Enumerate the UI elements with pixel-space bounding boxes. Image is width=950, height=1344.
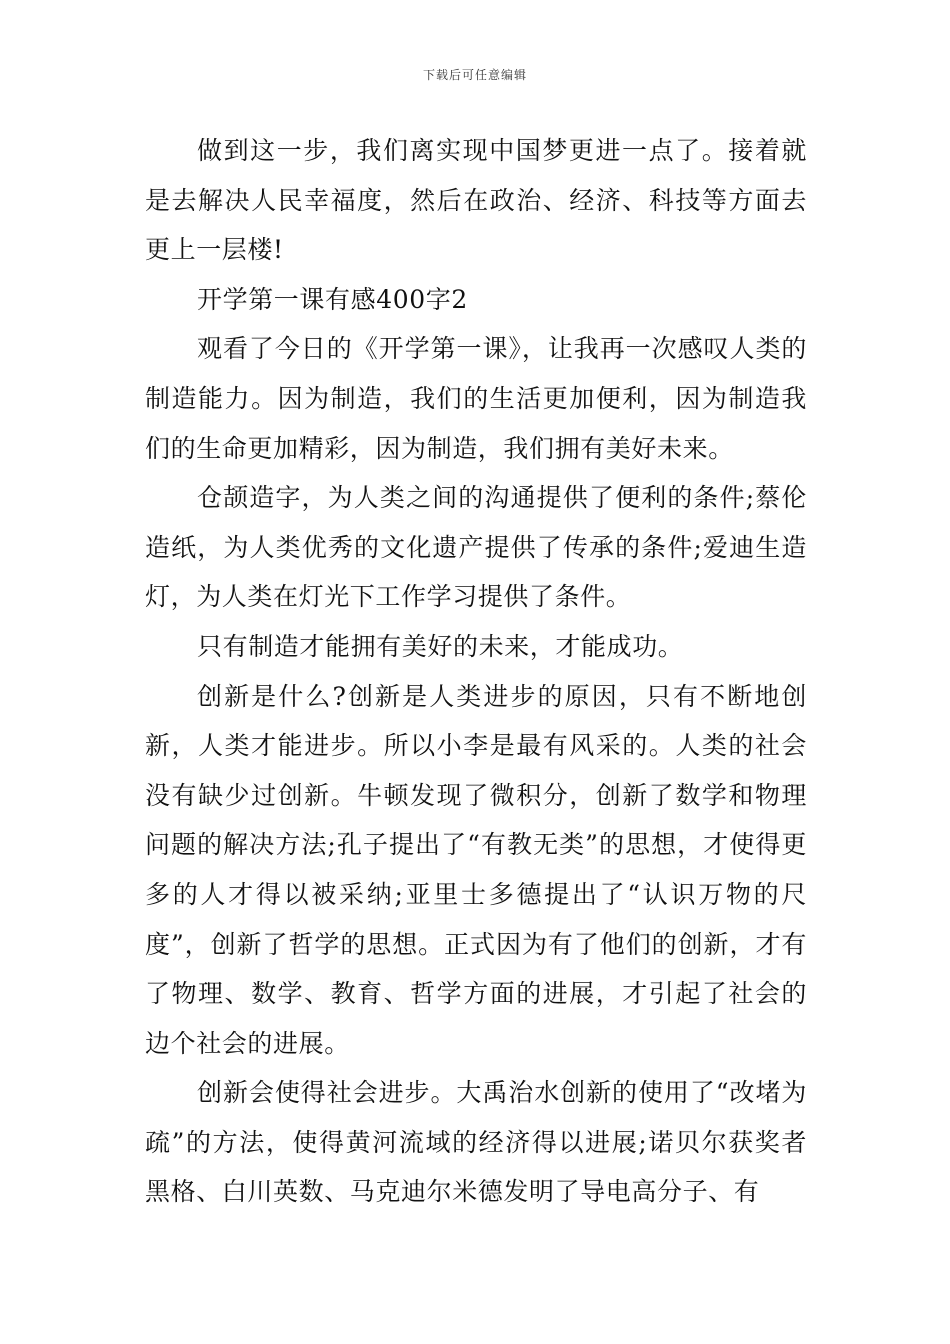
- paragraph: 只有制造才能拥有美好的未来，才能成功。: [197, 631, 684, 661]
- section-heading: 开学第一课有感400字2: [197, 284, 468, 314]
- paragraph: 做到这一步，我们离实现中国梦更进一点了。接着就是去解决人民幸福度，然后在政治、经济、科技等方面去更上一层楼!: [145, 136, 807, 265]
- paragraph: 仓颉造字，为人类之间的沟通提供了便利的条件;蔡伦造纸，为人类优秀的文化遗产提供了传承的条件;爱迪生造灯，为人类在灯光下工作学习提供了条件。: [145, 483, 807, 612]
- paragraph: 创新会使得社会进步。大禹治水创新的使用了“改堵为疏”的方法，使得黄河流域的经济得以进展;诺贝尔获奖者黑格、白川英数、马克迪尔米德发明了导电高分子、有: [145, 1078, 807, 1207]
- document-body: [145, 126, 807, 1217]
- paragraph: 创新是什么?创新是人类进步的原因，只有不断地创新，人类才能进步。所以小李是最有风采的。人类的社会没有缺少过创新。牛顿发现了微积分，创新了数学和物理问题的解决方法;孔子提出了“有教无类”的思想，才使得更多的人才得以被采纳;亚里士多德提出了“认识万物的尺度”，创新了哲学的思想。正式因为有了他们的创新，才有了物理、数学、教育、哲学方面的进展，才引起了社会的边个社会的进展。: [145, 681, 807, 1058]
- header-note: 下载后可任意编辑: [422, 68, 527, 82]
- paragraph: 观看了今日的《开学第一课》，让我再一次感叹人类的制造能力。因为制造，我们的生活更加便利，因为制造我们的生命更加精彩，因为制造，我们拥有美好未来。: [145, 334, 807, 463]
